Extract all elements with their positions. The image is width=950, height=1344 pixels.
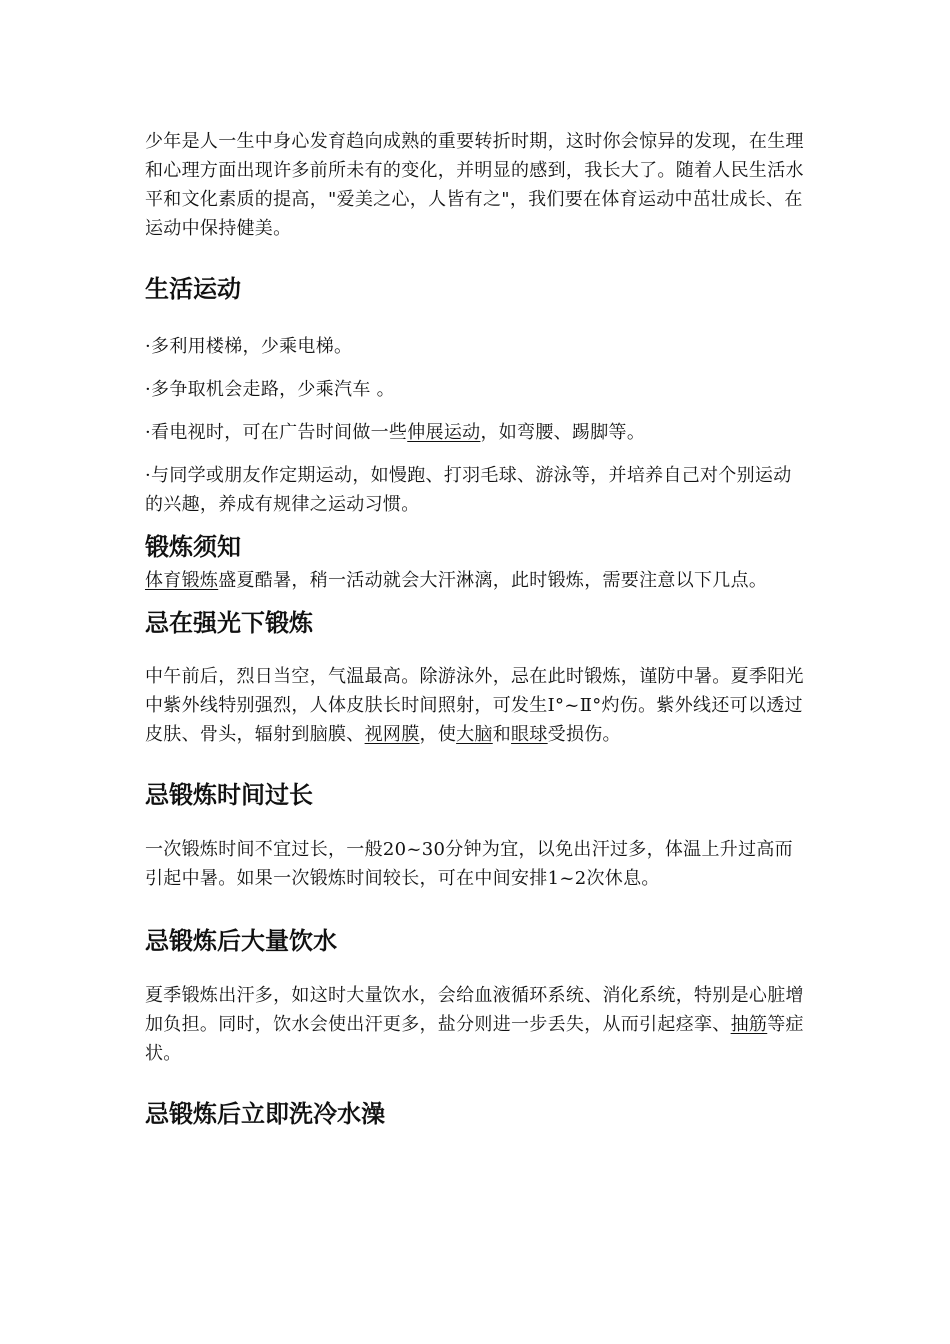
water-text: 夏季锻炼出汗多，如这时大量饮水，会给血液循环系统、消化系统，特别是心脏增加负担。同时，饮水会使出汗更多，盐分则进一步丢失，从而引起痉挛、 [145, 985, 804, 1035]
heading-avoid-much-water: 忌锻炼后大量饮水 [145, 927, 337, 955]
bullet-tv-text-post: ，如弯腰、踢脚等。 [480, 422, 646, 443]
water-paragraph [145, 981, 805, 1068]
heading-avoid-long-exercise: 忌锻炼时间过长 [145, 781, 313, 809]
sun-text-2: ，使 [419, 724, 457, 745]
heading-avoid-strong-sun: 忌在强光下锻炼 [145, 609, 313, 637]
notice-paragraph [145, 566, 805, 595]
bullet-walking: ·多争取机会走路，少乘汽车 。 [145, 379, 395, 400]
cramp-link[interactable]: 抽筋 [730, 1014, 768, 1035]
notice-text: 盛夏酷暑，稍一活动就会大汗淋漓，此时锻炼，需要注意以下几点。 [218, 570, 768, 591]
heading-avoid-cold-shower: 忌锻炼后立即洗冷水澡 [145, 1100, 385, 1128]
bullet-tv-text-pre: ·看电视时，可在广告时间做一些 [145, 422, 408, 443]
intro-paragraph: 少年是人一生中身心发育趋向成熟的重要转折时期，这时你会惊异的发现，在生理和心理方面出现许多前所未有的变化，并明显的感到，我长大了。随着人民生活水平和文化素质的提高，"爱美之心，人皆有之"，我们要在体育运动中茁壮成长、在运动中保持健美。 [145, 131, 804, 239]
retina-link[interactable]: 视网膜 [364, 724, 420, 745]
sun-text-3: 和 [492, 724, 512, 745]
document-page [145, 127, 805, 1130]
sun-paragraph [145, 662, 805, 749]
brain-link[interactable]: 大脑 [456, 724, 493, 745]
sun-text-1: 中午前后，烈日当空，气温最高。除游泳外，忌在此时锻炼，谨防中暑。夏季阳光中紫外线特别强烈，人体皮肤长时间照射，可发生Ⅰ°~Ⅱ°灼伤。紫外线还可以透过皮肤、骨头，辐射到脑膜、 [145, 666, 804, 745]
heading-life-exercise: 生活运动 [145, 275, 241, 303]
heading-exercise-notice: 锻炼须知 [145, 533, 241, 561]
long-exercise-paragraph: 一次锻炼时间不宜过长，一般20~30分钟为宜，以免出汗过多，体温上升过高而引起中暑。如果一次锻炼时间较长，可在中间安排1~2次休息。 [145, 839, 793, 889]
bullet-stairs: ·多利用楼梯，少乘电梯。 [145, 336, 353, 357]
stretching-link[interactable]: 伸展运动 [407, 422, 481, 443]
bullet-regular-exercise: ·与同学或朋友作定期运动，如慢跑、打羽毛球、游泳等，并培养自己对个别运动的兴趣，养成有规律之运动习惯。 [145, 465, 792, 515]
water-text-2: 等症状。 [145, 1014, 804, 1064]
bullet-tv-stretching [145, 418, 805, 447]
physical-exercise-link[interactable]: 体育锻炼 [145, 570, 219, 591]
eyeball-link[interactable]: 眼球 [511, 724, 548, 745]
sun-text-4: 受损伤。 [547, 724, 621, 745]
